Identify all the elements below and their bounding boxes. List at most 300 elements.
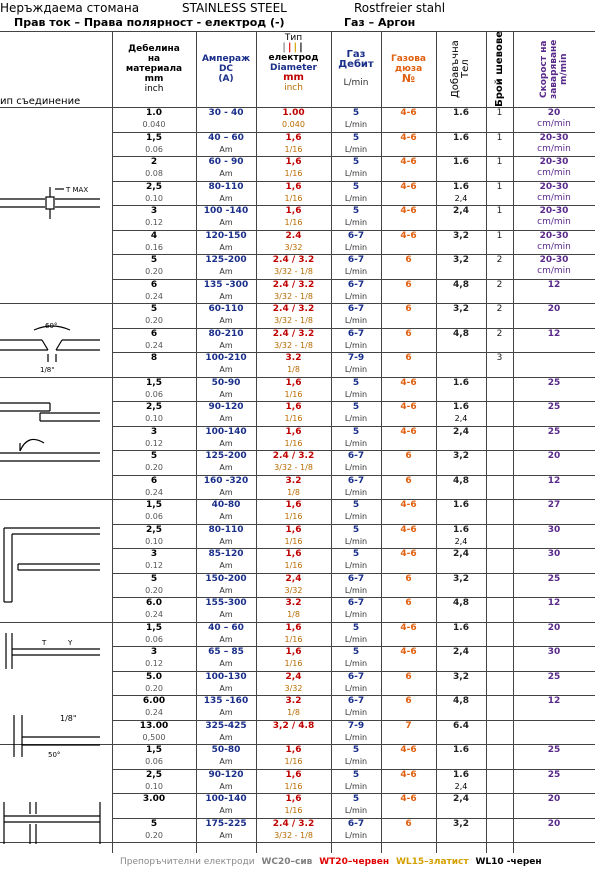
speed-cell-sub: cm/min — [537, 168, 571, 178]
speed-cell-value: 12 — [547, 598, 561, 608]
gas-cell — [331, 108, 381, 132]
speed-cell — [513, 574, 595, 598]
gas-cell — [331, 427, 381, 451]
amperage-cell-value: 125-200 — [205, 451, 247, 461]
speed-cell — [513, 476, 595, 500]
filler-cell-value: 4,8 — [453, 696, 469, 706]
filler-cell-value: 2,4 — [453, 647, 469, 657]
electrode-cell — [256, 182, 331, 206]
filler-cell — [436, 525, 486, 549]
nozzle-cell — [381, 500, 436, 524]
amperage-cell-sub: Am — [219, 439, 233, 448]
filler-cell — [436, 231, 486, 255]
electrode-cell — [256, 549, 331, 573]
thickness-cell-value: 2 — [150, 157, 158, 167]
electrode-cell-sub: 1/16 — [284, 635, 303, 644]
speed-cell-value: 25 — [547, 427, 561, 437]
nozzle-cell — [381, 427, 436, 451]
nozzle-cell-value: 6 — [405, 353, 412, 363]
passes-cell-value: 2 — [496, 255, 503, 265]
electrode-cell — [256, 721, 331, 745]
speed-cell-value: 30 — [547, 647, 561, 657]
amperage-cell-sub: Am — [219, 194, 233, 203]
speed-cell-value: 20-30 — [539, 157, 569, 167]
passes-cell-value: 1 — [496, 182, 503, 192]
gas-cell-value: 6-7 — [347, 329, 365, 339]
nozzle-cell-value: 4-6 — [400, 206, 417, 216]
nozzle-cell — [381, 794, 436, 818]
electrode-color-marks: |||| — [282, 42, 305, 53]
gas-cell-value: 7-9 — [347, 353, 365, 363]
thickness-cell-value: 8 — [150, 353, 158, 363]
thickness-cell — [112, 525, 196, 549]
thickness-cell-sub: 0.06 — [145, 635, 163, 644]
noz-h1: дюза — [394, 64, 423, 74]
gas-cell — [331, 647, 381, 671]
amperage-cell-value: 50-90 — [211, 378, 241, 388]
amperage-cell-value: 100-210 — [205, 353, 247, 363]
nozzle-cell-value: 6 — [405, 598, 412, 608]
nozzle-cell-value: 6 — [405, 696, 412, 706]
nozzle-cell — [381, 133, 436, 157]
electrode-cell-value: 1,6 — [285, 133, 302, 143]
speed-cell — [513, 108, 595, 132]
filler-cell-value: 1.6 — [453, 525, 469, 535]
thickness-cell-value: 2,5 — [146, 525, 162, 535]
thk-h3: mm — [144, 74, 164, 84]
speed-cell-value: 20 — [547, 451, 561, 461]
filler-cell — [436, 402, 486, 426]
thickness-cell — [112, 133, 196, 157]
passes-cell — [486, 329, 513, 353]
el-h2: Diameter — [270, 63, 317, 73]
col-head-gas — [331, 31, 381, 107]
gas-h0: Газ — [346, 49, 366, 60]
gas-cell-sub: L/min — [344, 610, 368, 619]
electrode-cell-value: 2,4 — [285, 672, 302, 682]
electrode-cell-sub: 1/8 — [287, 365, 300, 374]
filler-cell — [436, 672, 486, 696]
gas-cell — [331, 574, 381, 598]
thickness-cell-value: 13.00 — [139, 721, 169, 731]
amperage-cell-value: 90-120 — [208, 402, 244, 412]
thickness-cell-value: 1.0 — [146, 108, 162, 118]
electrode-cell-value: 3.2 — [285, 696, 302, 706]
thickness-cell-sub: 0.24 — [145, 708, 163, 717]
nozzle-cell — [381, 182, 436, 206]
thickness-cell-sub: 0.24 — [145, 488, 163, 497]
electrode-cell — [256, 329, 331, 353]
passes-cell-value: 1 — [496, 206, 503, 216]
electrode-cell-sub: 1/8 — [287, 488, 300, 497]
electrode-cell-sub: 1/16 — [284, 218, 303, 227]
filler-cell — [436, 647, 486, 671]
gas-cell-sub: L/min — [344, 561, 368, 570]
electrode-cell-value: 3.2 — [285, 598, 302, 608]
amperage-cell-value: 90-120 — [208, 770, 244, 780]
electrode-cell-sub: 3/32 — [284, 243, 303, 252]
gas-cell-value: 6-7 — [347, 304, 365, 314]
gas-cell-sub: L/min — [344, 757, 368, 766]
nozzle-cell-value: 4-6 — [400, 427, 417, 437]
electrode-cell-sub: 3/32 - 1/8 — [274, 341, 313, 350]
amperage-cell-value: 65 – 85 — [208, 647, 244, 657]
amperage-cell-sub: Am — [219, 243, 233, 252]
passes-cell — [486, 427, 513, 451]
thickness-cell-value: 3.00 — [142, 794, 166, 804]
passes-cell-value: 2 — [496, 304, 503, 314]
amperage-cell — [196, 500, 256, 524]
filler-cell — [436, 378, 486, 402]
amperage-cell-value: 100-140 — [205, 427, 247, 437]
amperage-cell-sub: Am — [219, 512, 233, 521]
passes-cell — [486, 157, 513, 181]
electrode-cell-value: 1,6 — [285, 647, 302, 657]
nozzle-cell-value: 4-6 — [400, 647, 417, 657]
nozzle-cell-value: 4-6 — [400, 133, 417, 143]
passes-cell — [486, 794, 513, 818]
amperage-cell — [196, 206, 256, 230]
gas-cell-value: 5 — [352, 378, 360, 388]
speed-cell-value: 30 — [547, 525, 561, 535]
electrode-cell-sub: 1/16 — [284, 439, 303, 448]
thickness-cell-value: 4 — [150, 231, 158, 241]
electrode-cell-value: 2.4 / 3.2 — [272, 819, 315, 829]
thickness-cell-sub: 0,500 — [142, 733, 166, 742]
gas-cell-sub: L/min — [344, 120, 368, 129]
nozzle-cell — [381, 647, 436, 671]
electrode-cell-value: 1,6 — [285, 402, 302, 412]
amperage-cell — [196, 427, 256, 451]
thickness-cell — [112, 157, 196, 181]
col-head-joint — [0, 31, 112, 111]
amperage-cell-sub: Am — [219, 806, 233, 815]
nozzle-cell — [381, 255, 436, 279]
thickness-cell-sub: 0.12 — [145, 659, 163, 668]
thickness-cell-sub: 0.20 — [145, 316, 163, 325]
amp-h1: DC — [218, 64, 234, 74]
thickness-cell — [112, 402, 196, 426]
speed-cell — [513, 623, 595, 647]
filler-cell — [436, 182, 486, 206]
gas-cell-value: 6-7 — [347, 672, 365, 682]
nozzle-cell-value: 6 — [405, 819, 412, 829]
thickness-cell-sub: 0.06 — [145, 512, 163, 521]
col-head-speed — [513, 31, 595, 107]
electrode-cell-sub: 3/32 — [284, 684, 303, 693]
amperage-cell-sub: Am — [219, 267, 233, 276]
gas-cell-sub: L/min — [344, 733, 368, 742]
electrode-cell-value: 1,6 — [285, 623, 302, 633]
passes-cell-value: 3 — [496, 353, 503, 363]
thickness-cell-value: 6.00 — [142, 696, 166, 706]
nozzle-cell — [381, 476, 436, 500]
passes-cell — [486, 623, 513, 647]
gas-cell-value: 6-7 — [347, 255, 365, 265]
electrode-cell-value: 1,6 — [285, 745, 302, 755]
thickness-cell — [112, 598, 196, 622]
thickness-cell-value: 6.0 — [146, 598, 162, 608]
amperage-cell — [196, 231, 256, 255]
speed-cell-value: 25 — [547, 378, 561, 388]
speed-cell-value: 25 — [547, 574, 561, 584]
thickness-cell — [112, 108, 196, 132]
thk-h1: на — [147, 54, 161, 64]
speed-cell-value: 20-30 — [539, 231, 569, 241]
electrode-cell-sub: 1/16 — [284, 390, 303, 399]
gas-cell-value: 6-7 — [347, 231, 365, 241]
passes-cell — [486, 353, 513, 377]
thickness-cell-sub: 0.24 — [145, 610, 163, 619]
passes-cell — [486, 255, 513, 279]
gas-cell — [331, 157, 381, 181]
speed-cell — [513, 451, 595, 475]
amperage-cell — [196, 255, 256, 279]
gas-cell-sub: L/min — [344, 684, 368, 693]
amperage-cell-sub: Am — [219, 341, 233, 350]
thickness-cell — [112, 696, 196, 720]
el-h1: електрод — [268, 53, 319, 63]
filler-cell-sub: 2,4 — [454, 194, 468, 203]
speed-cell-sub: cm/min — [537, 242, 571, 252]
amperage-cell-sub: Am — [219, 561, 233, 570]
electrode-cell — [256, 647, 331, 671]
thickness-cell-sub: 0.08 — [145, 169, 163, 178]
filler-cell-value: 2,4 — [453, 794, 469, 804]
passes-cell — [486, 206, 513, 230]
gas-cell-value: 6-7 — [347, 696, 365, 706]
electrode-cell-value: 1,6 — [285, 525, 302, 535]
gas-cell-value: 5 — [352, 157, 360, 167]
el-h0: Тип — [284, 33, 303, 43]
gas-cell-sub: L/min — [344, 463, 368, 472]
gas-cell-sub: L/min — [344, 439, 368, 448]
el-h4: inch — [284, 83, 303, 93]
amperage-cell-value: 160 -320 — [203, 476, 249, 486]
thickness-cell-sub: 0.10 — [145, 782, 163, 791]
amperage-cell — [196, 574, 256, 598]
gas-cell-sub: L/min — [344, 169, 368, 178]
electrode-cell-value: 3,2 / 4.8 — [272, 721, 315, 731]
noz-h0: Газова — [391, 54, 426, 64]
amperage-cell-sub: Am — [219, 218, 233, 227]
electrode-cell — [256, 353, 331, 377]
gas-cell-sub: L/min — [344, 390, 368, 399]
nozzle-cell-value: 6 — [405, 304, 412, 314]
amperage-cell-sub: Am — [219, 733, 233, 742]
speed-cell — [513, 525, 595, 549]
speed-cell — [513, 549, 595, 573]
filler-cell-value: 3,2 — [453, 672, 469, 682]
electrode-cell-value: 1,6 — [285, 182, 302, 192]
thickness-cell — [112, 231, 196, 255]
thickness-cell-sub: 0.10 — [145, 537, 163, 546]
passes-cell — [486, 280, 513, 304]
speed-cell — [513, 206, 595, 230]
gas-cell-sub: L/min — [344, 267, 368, 276]
nozzle-cell — [381, 402, 436, 426]
thickness-cell-sub: 0.12 — [145, 218, 163, 227]
amperage-cell-sub: Am — [219, 586, 233, 595]
electrode-cell — [256, 745, 331, 769]
filler-cell-value: 1.6 — [453, 745, 469, 755]
amperage-cell — [196, 623, 256, 647]
passes-cell — [486, 476, 513, 500]
fil-h: Добавъчна Тел — [450, 40, 471, 98]
nozzle-cell — [381, 451, 436, 475]
gas-cell-sub: L/min — [344, 537, 368, 546]
nozzle-cell — [381, 598, 436, 622]
speed-cell-value: 20-30 — [539, 133, 569, 143]
filler-cell — [436, 696, 486, 720]
title-en: STAINLESS STEEL — [182, 1, 287, 15]
speed-cell-value: 20-30 — [539, 206, 569, 216]
thickness-cell-value: 5 — [150, 304, 158, 314]
filler-cell — [436, 770, 486, 794]
passes-cell — [486, 549, 513, 573]
spd-h: Скорост на заваряване m/min — [539, 39, 569, 99]
gas-cell — [331, 745, 381, 769]
passes-cell — [486, 696, 513, 720]
gas-cell-sub: L/min — [344, 292, 368, 301]
amperage-cell — [196, 770, 256, 794]
thickness-cell — [112, 549, 196, 573]
amperage-cell-sub: Am — [219, 414, 233, 423]
amperage-cell-sub: Am — [219, 659, 233, 668]
col-head-joint-label: ип съединение — [0, 96, 81, 107]
electrode-cell-sub: 1/16 — [284, 169, 303, 178]
electrode-cell — [256, 598, 331, 622]
gas-cell-sub: L/min — [344, 243, 368, 252]
nozzle-cell-value: 4-6 — [400, 402, 417, 412]
amperage-cell-value: 80-110 — [208, 182, 244, 192]
thickness-cell-value: 5.0 — [146, 672, 162, 682]
filler-cell-value: 2,4 — [453, 549, 469, 559]
footer-wl10: WL10 -черен — [475, 857, 542, 867]
nozzle-cell — [381, 672, 436, 696]
filler-cell-value: 1.6 — [453, 182, 469, 192]
speed-cell-sub: cm/min — [537, 217, 571, 227]
thickness-cell-sub: 0.10 — [145, 414, 163, 423]
amperage-cell — [196, 647, 256, 671]
gas-cell-value: 6-7 — [347, 598, 365, 608]
passes-cell — [486, 770, 513, 794]
filler-cell-value: 1.6 — [453, 500, 469, 510]
thickness-cell-value: 2,5 — [146, 402, 162, 412]
speed-cell-value: 20-30 — [539, 255, 569, 265]
filler-cell-value: 4,8 — [453, 329, 469, 339]
gas-cell — [331, 819, 381, 843]
gas-cell-sub: L/min — [344, 218, 368, 227]
thickness-cell — [112, 255, 196, 279]
nozzle-cell-value: 4-6 — [400, 794, 417, 804]
thickness-cell — [112, 451, 196, 475]
title-de: Rostfreier stahl — [354, 1, 446, 15]
electrode-cell — [256, 672, 331, 696]
electrode-cell-sub: 1/16 — [284, 537, 303, 546]
thickness-cell-value: 1,5 — [146, 500, 162, 510]
nozzle-cell-value: 4-6 — [400, 770, 417, 780]
electrode-cell-sub: 3/32 — [284, 586, 303, 595]
amperage-cell-value: 325-425 — [205, 721, 247, 731]
electrode-cell — [256, 427, 331, 451]
nozzle-cell-value: 4-6 — [400, 623, 417, 633]
speed-cell — [513, 819, 595, 843]
nozzle-cell — [381, 280, 436, 304]
thickness-cell-value: 5 — [150, 255, 158, 265]
passes-cell — [486, 647, 513, 671]
passes-cell-value: 1 — [496, 231, 503, 241]
gas-cell-sub: L/min — [344, 365, 368, 374]
electrode-cell-sub: 1/16 — [284, 414, 303, 423]
thickness-cell-sub: 0.20 — [145, 831, 163, 840]
passes-cell — [486, 451, 513, 475]
thickness-cell — [112, 182, 196, 206]
gas-cell — [331, 770, 381, 794]
nozzle-cell — [381, 770, 436, 794]
thickness-cell — [112, 476, 196, 500]
gas-cell — [331, 696, 381, 720]
filler-cell-value: 2,4 — [453, 206, 469, 216]
thickness-cell-value: 5 — [150, 574, 158, 584]
speed-cell — [513, 598, 595, 622]
amperage-cell-value: 135 -300 — [203, 280, 249, 290]
speed-cell-sub: cm/min — [537, 266, 571, 276]
gas-cell-value: 5 — [352, 794, 360, 804]
electrode-cell-value: 1,6 — [285, 157, 302, 167]
thickness-cell — [112, 500, 196, 524]
passes-cell — [486, 525, 513, 549]
gas-cell — [331, 476, 381, 500]
speed-cell — [513, 353, 595, 377]
nozzle-cell-value: 4-6 — [400, 549, 417, 559]
electrode-cell-value: 2.4 — [285, 231, 302, 241]
gas-cell — [331, 231, 381, 255]
gas-cell — [331, 304, 381, 328]
filler-cell-value: 1.6 — [453, 108, 469, 118]
filler-cell-value: 1.6 — [453, 157, 469, 167]
electrode-cell-sub: 1/16 — [284, 145, 303, 154]
nozzle-cell-value: 6 — [405, 476, 412, 486]
thickness-cell — [112, 672, 196, 696]
gas-cell-value: 6-7 — [347, 451, 365, 461]
amperage-cell-sub: Am — [219, 488, 233, 497]
filler-cell-sub: 2,4 — [454, 782, 468, 791]
thickness-cell-value: 6 — [150, 476, 158, 486]
parameters-table — [0, 31, 595, 853]
angle-50-label: 50° — [48, 751, 61, 759]
thickness-cell-sub: 0.06 — [145, 757, 163, 766]
thickness-cell-value: 3 — [150, 647, 158, 657]
filler-cell — [436, 108, 486, 132]
gas-cell-sub: L/min — [344, 512, 368, 521]
amperage-cell-sub: Am — [219, 831, 233, 840]
electrode-cell-value: 2.4 / 3.2 — [272, 255, 315, 265]
filler-cell-value: 4,8 — [453, 280, 469, 290]
speed-cell — [513, 647, 595, 671]
subtitle-gas: Газ – Аргон — [344, 16, 416, 29]
footer-prefix: Препоръчителни електроди — [120, 857, 255, 867]
gap-label: 1/8" — [40, 366, 55, 374]
thk-h0: Дебелина — [128, 44, 180, 54]
amperage-cell-value: 135 -160 — [203, 696, 249, 706]
amperage-cell-value: 100-130 — [205, 672, 247, 682]
gas-cell-sub: L/min — [344, 414, 368, 423]
electrode-cell-value: 2.4 / 3.2 — [272, 280, 315, 290]
electrode-cell — [256, 133, 331, 157]
electrode-cell-sub: 3/32 - 1/8 — [274, 267, 313, 276]
passes-cell — [486, 378, 513, 402]
